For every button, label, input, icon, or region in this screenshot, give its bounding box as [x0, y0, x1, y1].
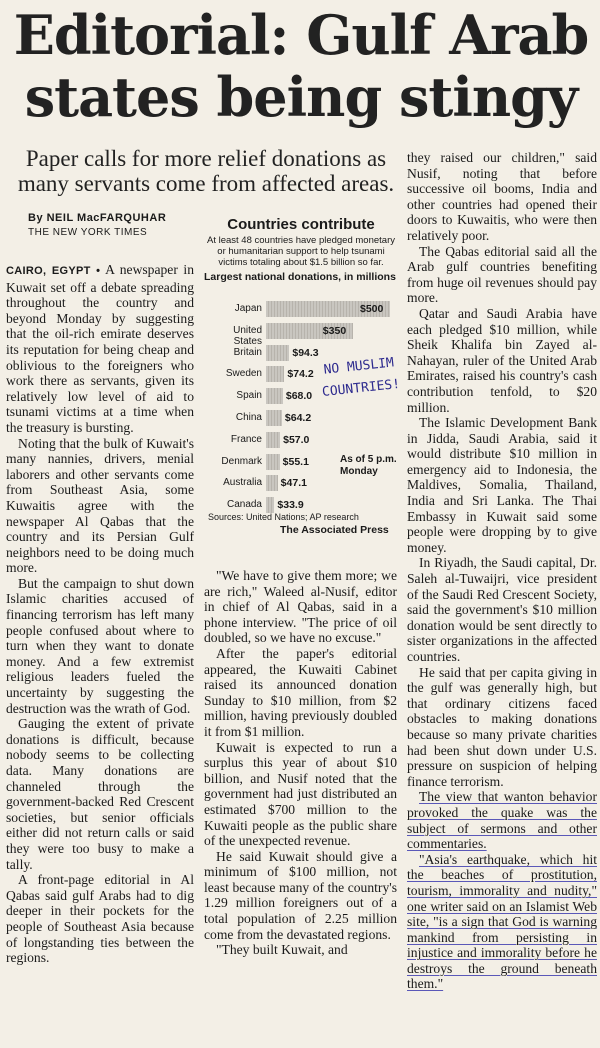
paragraph: He said that per capita giving in the gulf was generally high, but that ordinary citizens faced obstacles to making donations because so many private charities had been shut down under U.S. pressure on suspicion of helping finance terrorism. — [407, 664, 597, 789]
chart-bar — [266, 366, 284, 382]
paragraph: After the paper's editorial appeared, the Kuwaiti Cabinet raised its announced donation Sunday to $10 million, from $2 million, having previously doubled it from $1 million. — [204, 645, 397, 739]
handwritten-note: NO MUSLIM COUNTRIES! — [321, 355, 401, 400]
chart-note: As of 5 p.m. Monday — [340, 454, 397, 477]
chart-row — [204, 409, 398, 429]
chart-category-label: Denmark — [221, 455, 262, 467]
chart-value-label: $74.2 — [287, 368, 314, 381]
chart-category-label: Canada — [226, 499, 262, 511]
chart-value-label: $350 — [322, 324, 347, 337]
chart-subtitle: At least 48 countries have pledged monetary or humanitarian support to help tsunami victims totaling about $1.5 billion so far. — [206, 235, 395, 268]
chart-category-label: France — [230, 433, 262, 445]
paragraph: "We have to give them more; we are rich," Waleed al-Nusif, editor in chief of Al Qabas, said in a phone interview. "The price of oil doubled, so we have no excuse." — [204, 568, 397, 646]
deck: Paper calls for more relief donations as many servants come from affected areas. — [17, 146, 395, 196]
paragraph-text: A newspaper in Kuwait set off a debate spreading throughout the country and beyond Monday by suggesting that the oil-rich emirate deserves its reputation for being cheap and oblivious to the foreigners who work there as servants, given its relatively low level of aid to tsunami victims at a time when the treasury is bursting. — [6, 262, 195, 435]
chart-bar — [266, 475, 278, 491]
chart-ylabel: Largest national donations, in millions — [204, 271, 396, 283]
chart-value-label: $47.1 — [280, 477, 307, 490]
byline-author: By NEIL MacFARQUHAR — [28, 212, 167, 224]
chart-row — [204, 322, 398, 347]
chart-source: Sources: United Nations; AP research — [208, 512, 359, 522]
paragraph: Kuwait is expected to run a surplus this year of about $10 billion, and Nusif noted that the government had just distributed an estimated $700 million to the Kuwaiti people as the public share of the unexpected revenue. — [204, 739, 397, 849]
paragraph: The Islamic Development Bank in Jidda, Saudi Arabia, said it would distribute $10 million in emergency aid to Indonesia, the Maldives, Somalia, Thailand, India and Sri Lanka. The Thai Embassy in Kuwait said some people were dropping by to give money. — [407, 415, 597, 555]
chart-category-label: Australia — [223, 477, 262, 489]
chart-value-label: $500 — [360, 303, 384, 315]
chart-value-label: $57.0 — [283, 433, 310, 446]
paragraph: A front-page editorial in Al Qabas said gulf Arabs had to dig deeper in their pockets for the people of Southeast Asia because of longstanding ties between the regions. — [6, 872, 194, 966]
chart-credit: The Associated Press — [280, 524, 389, 536]
chart-bar — [266, 410, 282, 426]
chart-category-label: Britain — [233, 346, 262, 358]
paragraph: they raised our children," said Nusif, noting that before successive oil booms, India and other countries had opened their doors to Kuwaitis, who were then relatively poor. — [407, 150, 597, 243]
chart-value-label: $33.9 — [277, 499, 304, 512]
chart-title: Countries contribute — [227, 216, 375, 233]
chart-value-label: $68.0 — [285, 390, 313, 403]
paragraph — [6, 262, 194, 436]
byline — [28, 212, 166, 238]
paragraph: Gauging the extent of private donations is difficult, because nobody seems to be collecting data. Many donations are channeled through the government-backed Red Crescent societies, but senior officials either did not return calls or said they were too busy to make a tally. — [6, 716, 194, 872]
paragraph: "They built Kuwait, and — [216, 942, 348, 958]
byline-org: THE NEW YORK TIMES — [28, 227, 148, 238]
headline: Editorial: Gulf Arab states being stingy — [13, 3, 589, 129]
underlined-paragraph: "Asia's earthquake, which hit the beaches of prostitution, tourism, immorality and nudity," one writer said on an Islamist Web site, "is a sign that God is warning mankind from persisting in injustice and immorality before he destroys the ground beneath them." — [407, 851, 597, 992]
chart-category-label: Spain — [236, 390, 262, 402]
chart-category-label: Sweden — [225, 368, 262, 380]
chart-category-label: United States — [233, 324, 262, 347]
column-1 — [6, 262, 194, 1042]
paragraph: Qatar and Saudi Arabia have each pledged $10 million, while Sheik Khalifa bin Zayed al-Nahayan, ruler of the United Arab Emirates, raised his country's cash contribution tenfold, to $20 million. — [407, 305, 597, 415]
underlined-paragraph: The view that wanton behavior provoked the quake was the subject of sermons and other commentaries. — [407, 789, 597, 852]
column-3 — [407, 150, 597, 1045]
chart-row — [204, 431, 398, 451]
chart-category-label: Japan — [234, 303, 262, 314]
chart-bar — [266, 432, 280, 448]
dateline: CAIRO, EGYPT • — [6, 265, 101, 277]
paragraph: Noting that the bulk of Kuwait's many nannies, drivers, menial laborers and other servants come from Southeast Asia, some Kuwaitis agree with the newspaper Al Qabas that the country and its Persian Gulf neighbors need to be doing much more. — [6, 435, 194, 576]
chart-bar — [266, 345, 289, 361]
paragraph: He said Kuwait should give a minimum of $100 million, not least because many of the country's 1.29 million foreigners out of a total population of 2.25 million come from the devastated regions. — [204, 848, 397, 942]
chart-bar — [266, 497, 274, 513]
chart-row — [204, 300, 398, 320]
paragraph: But the campaign to shut down Islamic charities accused of financing terrorism has left many people confused about where to turn when they want to donate money. And a few extremist religious leaders fueled the uncertainty by suggesting the destruction was the wrath of God. — [6, 575, 194, 716]
chart-category-label: China — [235, 412, 262, 423]
chart-value-label: $94.3 — [292, 346, 319, 359]
chart-bar — [266, 388, 283, 404]
chart-value-label: $64.2 — [284, 412, 312, 424]
paragraph: The Qabas editorial said all the Arab gulf countries benefiting from huge oil revenues should pay more. — [407, 243, 597, 306]
chart-value-label: $55.1 — [282, 455, 309, 468]
column-2 — [204, 568, 397, 1038]
paragraph: In Riyadh, the Saudi capital, Dr. Saleh al-Tuwaijri, vice president of the Saudi Red Crescent Society, said the government's $10 million donation would be sent directly to sister organizations in the affected countries. — [407, 555, 597, 664]
chart-bar — [266, 454, 280, 470]
